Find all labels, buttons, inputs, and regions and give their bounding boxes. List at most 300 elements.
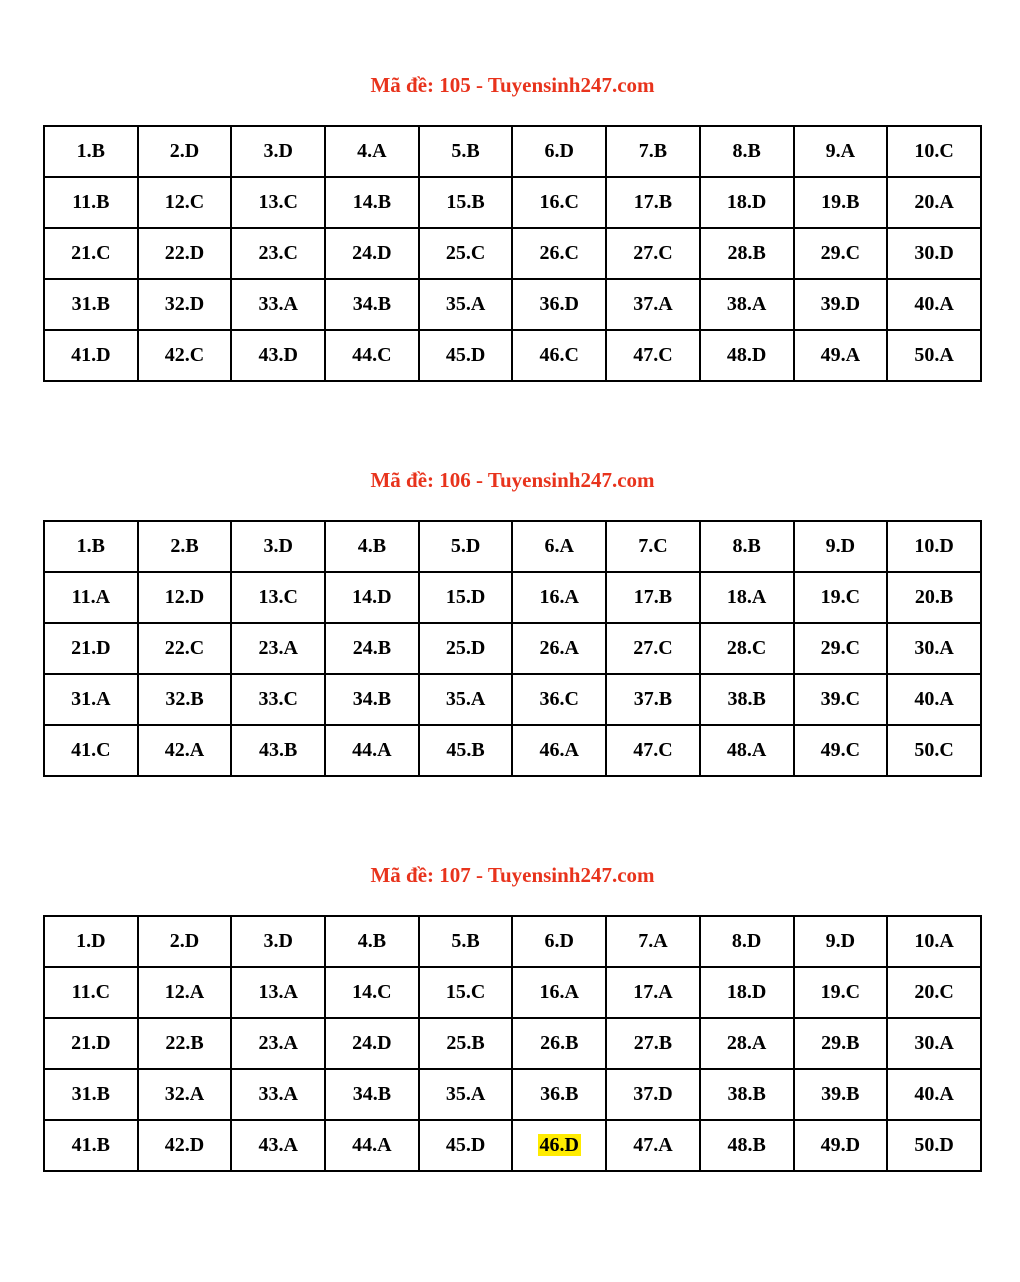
answer-text: 15.D xyxy=(445,586,486,608)
answer-text: 1.B xyxy=(76,535,106,557)
answer-cell xyxy=(231,725,325,776)
answer-text: 18.D xyxy=(726,191,767,213)
answer-text: 1.B xyxy=(76,140,106,162)
answer-cell xyxy=(606,572,700,623)
answer-text: 15.B xyxy=(446,191,485,213)
answer-text: 37.D xyxy=(633,1083,673,1105)
answer-cell xyxy=(325,572,419,623)
answer-cell xyxy=(231,572,325,623)
answer-cell xyxy=(138,623,232,674)
answer-cell xyxy=(138,126,232,177)
answer-text: 12.C xyxy=(164,191,205,213)
answer-text: 21.C xyxy=(71,242,111,264)
answer-cell xyxy=(794,521,888,572)
answer-text: 16.A xyxy=(539,981,579,1003)
answer-cell xyxy=(700,1018,794,1069)
answer-text: 39.C xyxy=(820,688,861,710)
answer-text: 3.D xyxy=(263,140,293,162)
answer-cell xyxy=(44,1069,138,1120)
answer-cell xyxy=(794,228,888,279)
answer-cell xyxy=(325,623,419,674)
answer-cell xyxy=(606,967,700,1018)
answer-text: 41.C xyxy=(71,739,111,761)
answer-cell xyxy=(138,725,232,776)
answer-text: 36.C xyxy=(539,688,579,710)
answer-row xyxy=(44,126,981,177)
answer-cell xyxy=(138,228,232,279)
answer-cell xyxy=(419,126,513,177)
answer-cell xyxy=(419,521,513,572)
answer-cell xyxy=(700,521,794,572)
answer-cell xyxy=(419,177,513,228)
answer-text: 23.A xyxy=(258,1032,298,1054)
answer-text: 10.D xyxy=(914,535,954,557)
answer-row xyxy=(44,1120,981,1171)
answer-cell xyxy=(794,126,888,177)
answer-text: 42.A xyxy=(164,739,205,761)
answer-cell xyxy=(325,228,419,279)
answer-cell xyxy=(606,674,700,725)
answer-cell xyxy=(138,967,232,1018)
answer-cell xyxy=(794,916,888,967)
answer-cell xyxy=(887,177,981,228)
answer-cell xyxy=(512,1120,606,1171)
answer-text: 20.A xyxy=(914,191,954,213)
answer-text: 25.C xyxy=(445,242,486,264)
answer-cell xyxy=(325,330,419,381)
answer-text: 49.D xyxy=(820,1134,861,1156)
answer-cell xyxy=(512,623,606,674)
answer-text: 12.D xyxy=(164,586,205,608)
answer-text: 38.B xyxy=(727,688,766,710)
answer-cell xyxy=(44,572,138,623)
answer-row xyxy=(44,623,981,674)
answer-cell xyxy=(512,967,606,1018)
answer-text: 18.D xyxy=(726,981,767,1003)
answer-cell xyxy=(138,916,232,967)
answer-text: 9.D xyxy=(825,930,856,952)
answer-text: 17.B xyxy=(633,191,673,213)
answer-text: 46.C xyxy=(539,344,579,366)
answer-text: 8.D xyxy=(731,930,762,952)
answer-text: 20.C xyxy=(914,981,954,1003)
answer-text: 28.A xyxy=(726,1032,767,1054)
answer-cell xyxy=(231,967,325,1018)
answer-row xyxy=(44,916,981,967)
answer-text: 22.B xyxy=(165,1032,204,1054)
answer-cell xyxy=(419,1120,513,1171)
answer-cell xyxy=(606,1018,700,1069)
answer-text: 22.C xyxy=(164,637,205,659)
answer-cell xyxy=(794,1120,888,1171)
answer-text: 29.C xyxy=(820,637,861,659)
answer-cell xyxy=(887,725,981,776)
answer-cell xyxy=(606,177,700,228)
answer-cell xyxy=(231,674,325,725)
answer-cell xyxy=(606,623,700,674)
answer-text: 50.A xyxy=(914,344,954,366)
answer-cell xyxy=(419,228,513,279)
answer-text: 29.C xyxy=(820,242,861,264)
answer-text: 35.A xyxy=(445,1083,486,1105)
answer-cell xyxy=(794,1069,888,1120)
answer-text: 35.A xyxy=(445,293,486,315)
answer-cell xyxy=(512,279,606,330)
answer-text: 46.A xyxy=(539,739,579,761)
answer-text: 44.C xyxy=(352,344,392,366)
answer-cell xyxy=(794,1018,888,1069)
answer-text: 7.C xyxy=(638,535,668,557)
answer-cell xyxy=(606,1069,700,1120)
answer-text: 37.A xyxy=(633,293,673,315)
answer-text: 26.A xyxy=(539,637,579,659)
answer-text: 26.C xyxy=(539,242,579,264)
answer-cell xyxy=(419,623,513,674)
answer-text: 45.B xyxy=(446,739,485,761)
answer-table xyxy=(43,915,982,1172)
answer-cell xyxy=(606,521,700,572)
answer-text: 36.D xyxy=(539,293,579,315)
answer-text: 13.C xyxy=(258,586,298,608)
answer-cell xyxy=(325,1069,419,1120)
answer-cell xyxy=(606,1120,700,1171)
answer-text: 42.C xyxy=(164,344,205,366)
answer-cell xyxy=(700,279,794,330)
answer-text: 41.B xyxy=(71,1134,111,1156)
answer-cell xyxy=(138,1069,232,1120)
answer-text: 27.C xyxy=(633,242,673,264)
answer-cell xyxy=(700,126,794,177)
answer-cell xyxy=(419,674,513,725)
answer-text: 30.D xyxy=(914,242,954,264)
answer-text: 1.D xyxy=(76,930,106,952)
answer-cell xyxy=(794,674,888,725)
answer-text: 32.D xyxy=(164,293,205,315)
answer-cell xyxy=(887,916,981,967)
answer-text: 12.A xyxy=(164,981,205,1003)
answer-text: 49.A xyxy=(820,344,861,366)
answer-cell xyxy=(700,330,794,381)
answer-text: 49.C xyxy=(820,739,861,761)
answer-cell xyxy=(419,279,513,330)
answer-text: 14.D xyxy=(352,586,392,608)
answer-text: 7.A xyxy=(638,930,668,952)
answer-text: 48.A xyxy=(726,739,767,761)
answer-cell xyxy=(512,228,606,279)
answer-text: 8.B xyxy=(732,140,761,162)
answer-cell xyxy=(231,1069,325,1120)
answer-text: 32.B xyxy=(165,688,204,710)
answer-row xyxy=(44,521,981,572)
answer-text: 27.B xyxy=(633,1032,673,1054)
answer-cell xyxy=(44,1120,138,1171)
answer-cell xyxy=(419,725,513,776)
answer-text: 11.A xyxy=(71,586,111,608)
answer-text: 33.A xyxy=(258,1083,298,1105)
answer-cell xyxy=(325,674,419,725)
answer-cell xyxy=(794,177,888,228)
answer-row xyxy=(44,228,981,279)
answer-text: 45.D xyxy=(445,344,486,366)
answer-cell xyxy=(419,1069,513,1120)
answer-text: 27.C xyxy=(633,637,673,659)
answer-cell xyxy=(512,674,606,725)
answer-text: 39.D xyxy=(820,293,861,315)
answer-text: 33.A xyxy=(258,293,298,315)
answer-text: 6.D xyxy=(544,930,574,952)
answer-cell xyxy=(887,521,981,572)
answer-cell xyxy=(44,674,138,725)
answer-text: 13.C xyxy=(258,191,298,213)
answer-cell xyxy=(700,725,794,776)
answer-text: 47.C xyxy=(633,739,673,761)
answer-text: 14.B xyxy=(352,191,392,213)
answer-cell xyxy=(231,330,325,381)
answer-cell xyxy=(512,916,606,967)
section-title: Mã đề: 105 - Tuyensinh247.com xyxy=(370,73,655,97)
answer-text: 19.C xyxy=(820,586,861,608)
answer-text: 24.D xyxy=(352,1032,392,1054)
answer-text: 10.A xyxy=(914,930,954,952)
answer-text: 47.A xyxy=(633,1134,673,1156)
answer-text: 23.C xyxy=(258,242,298,264)
answer-cell xyxy=(700,228,794,279)
answer-text: 47.C xyxy=(633,344,673,366)
answer-text: 31.B xyxy=(71,1083,111,1105)
answer-cell xyxy=(794,279,888,330)
answer-cell xyxy=(887,623,981,674)
answer-text: 33.C xyxy=(258,688,298,710)
answer-text: 22.D xyxy=(164,242,205,264)
answer-text: 34.B xyxy=(352,293,392,315)
answer-text: 17.A xyxy=(633,981,673,1003)
answer-cell xyxy=(512,330,606,381)
answer-text: 13.A xyxy=(258,981,298,1003)
answer-cell xyxy=(231,623,325,674)
answer-row xyxy=(44,177,981,228)
answer-cell xyxy=(887,228,981,279)
answer-cell xyxy=(325,916,419,967)
answer-cell xyxy=(138,521,232,572)
answer-table xyxy=(43,125,982,382)
answer-cell xyxy=(44,177,138,228)
answer-text: 48.B xyxy=(727,1134,766,1156)
answer-cell xyxy=(512,126,606,177)
answer-text: 34.B xyxy=(352,688,392,710)
answer-cell xyxy=(325,126,419,177)
answer-cell xyxy=(138,1120,232,1171)
answer-cell xyxy=(231,521,325,572)
answer-text: 5.B xyxy=(451,930,480,952)
answer-text: 6.D xyxy=(544,140,574,162)
answer-text: 4.A xyxy=(357,140,387,162)
answer-cell xyxy=(44,916,138,967)
answer-text: 40.A xyxy=(914,1083,954,1105)
answer-text: 28.C xyxy=(726,637,767,659)
answer-text: 17.B xyxy=(633,586,673,608)
answer-cell xyxy=(794,623,888,674)
answer-text: 38.B xyxy=(727,1083,766,1105)
answer-text: 30.A xyxy=(914,637,954,659)
answer-text: 3.D xyxy=(263,535,293,557)
answer-cell xyxy=(419,330,513,381)
answer-cell xyxy=(419,572,513,623)
answer-cell xyxy=(44,330,138,381)
answer-cell xyxy=(44,967,138,1018)
answer-cell xyxy=(700,572,794,623)
section-title: Mã đề: 107 - Tuyensinh247.com xyxy=(370,863,655,887)
answer-cell xyxy=(887,572,981,623)
answer-cell xyxy=(138,572,232,623)
section-title: Mã đề: 106 - Tuyensinh247.com xyxy=(370,468,655,492)
answer-cell xyxy=(700,177,794,228)
answer-text: 9.A xyxy=(825,140,856,162)
answer-cell xyxy=(419,916,513,967)
answer-cell xyxy=(606,228,700,279)
answer-text: 9.D xyxy=(825,535,856,557)
answer-cell xyxy=(44,725,138,776)
answer-cell xyxy=(231,177,325,228)
answer-cell xyxy=(231,1018,325,1069)
answer-text: 43.A xyxy=(258,1134,298,1156)
answer-cell xyxy=(419,1018,513,1069)
answer-cell xyxy=(325,1018,419,1069)
answer-cell xyxy=(794,330,888,381)
answer-text: 4.B xyxy=(357,535,387,557)
answer-text: 45.D xyxy=(445,1134,486,1156)
answer-text: 32.A xyxy=(164,1083,205,1105)
answer-row xyxy=(44,1018,981,1069)
answer-cell xyxy=(231,916,325,967)
answer-text: 48.D xyxy=(726,344,767,366)
answer-text: 6.A xyxy=(544,535,574,557)
answer-cell xyxy=(325,177,419,228)
answer-text: 26.B xyxy=(540,1032,579,1054)
answer-text: 18.A xyxy=(726,586,767,608)
answer-text: 50.C xyxy=(914,739,954,761)
answer-cell xyxy=(794,967,888,1018)
answer-cell xyxy=(700,623,794,674)
answer-cell xyxy=(887,1069,981,1120)
answer-text: 2.D xyxy=(169,140,200,162)
answer-text: 10.C xyxy=(914,140,954,162)
answer-text: 31.B xyxy=(71,293,111,315)
answer-row xyxy=(44,279,981,330)
answer-cell xyxy=(44,521,138,572)
answer-cell xyxy=(231,126,325,177)
answer-cell xyxy=(700,1069,794,1120)
answer-text: 5.D xyxy=(450,535,481,557)
answer-row xyxy=(44,967,981,1018)
answer-text: 37.B xyxy=(633,688,673,710)
answer-text: 44.A xyxy=(352,739,392,761)
answer-cell xyxy=(325,1120,419,1171)
answer-text: 31.A xyxy=(71,688,111,710)
answer-cell xyxy=(512,1069,606,1120)
answer-text: 11.C xyxy=(71,981,111,1003)
answer-text: 11.B xyxy=(72,191,110,213)
answer-cell xyxy=(794,572,888,623)
answer-text: 21.D xyxy=(71,1032,111,1054)
answer-text: 2.B xyxy=(170,535,199,557)
answer-text: 30.A xyxy=(914,1032,954,1054)
answer-cell xyxy=(606,126,700,177)
answer-text: 40.A xyxy=(914,688,954,710)
answer-text: 19.C xyxy=(820,981,861,1003)
answer-row xyxy=(44,725,981,776)
answer-row xyxy=(44,674,981,725)
answer-cell xyxy=(700,674,794,725)
answer-cell xyxy=(606,330,700,381)
answer-cell xyxy=(700,1120,794,1171)
answer-text: 24.B xyxy=(352,637,392,659)
answer-text: 16.A xyxy=(539,586,579,608)
answer-text: 23.A xyxy=(258,637,298,659)
answer-cell xyxy=(887,1120,981,1171)
answer-cell xyxy=(231,279,325,330)
answer-cell xyxy=(138,330,232,381)
answer-cell xyxy=(44,126,138,177)
answer-cell xyxy=(512,572,606,623)
answer-text: 35.A xyxy=(445,688,486,710)
answer-cell xyxy=(794,725,888,776)
answer-text: 40.A xyxy=(914,293,954,315)
answer-text: 2.D xyxy=(169,930,200,952)
answer-text: 4.B xyxy=(357,930,387,952)
highlighted-answer-text: 46.D xyxy=(539,1134,579,1156)
answer-cell xyxy=(138,674,232,725)
answer-cell xyxy=(512,521,606,572)
answer-cell xyxy=(325,967,419,1018)
answer-cell xyxy=(887,1018,981,1069)
answer-text: 24.D xyxy=(352,242,392,264)
answer-cell xyxy=(138,177,232,228)
answer-text: 29.B xyxy=(821,1032,860,1054)
answer-cell xyxy=(512,725,606,776)
answer-text: 14.C xyxy=(352,981,392,1003)
answer-cell xyxy=(231,228,325,279)
answer-cell xyxy=(44,623,138,674)
answer-cell xyxy=(887,330,981,381)
answer-row xyxy=(44,572,981,623)
answer-cell xyxy=(325,521,419,572)
answer-text: 44.A xyxy=(352,1134,392,1156)
answer-text: 19.B xyxy=(821,191,860,213)
answer-cell xyxy=(44,1018,138,1069)
answer-cell xyxy=(44,228,138,279)
answer-text: 21.D xyxy=(71,637,111,659)
answer-table xyxy=(43,520,982,777)
answer-cell xyxy=(44,279,138,330)
answer-cell xyxy=(325,725,419,776)
answer-cell xyxy=(231,1120,325,1171)
answer-cell xyxy=(887,967,981,1018)
answer-text: 38.A xyxy=(726,293,767,315)
answer-text: 5.B xyxy=(451,140,480,162)
answer-text: 25.B xyxy=(446,1032,485,1054)
answer-text: 20.B xyxy=(914,586,954,608)
answer-text: 3.D xyxy=(263,930,293,952)
answer-text: 43.B xyxy=(259,739,298,761)
answer-cell xyxy=(606,279,700,330)
answer-cell xyxy=(700,967,794,1018)
answer-text: 7.B xyxy=(638,140,668,162)
answer-text: 41.D xyxy=(71,344,111,366)
answer-cell xyxy=(138,279,232,330)
answer-cell xyxy=(887,126,981,177)
answer-text: 50.D xyxy=(914,1134,954,1156)
answer-text: 43.D xyxy=(258,344,298,366)
